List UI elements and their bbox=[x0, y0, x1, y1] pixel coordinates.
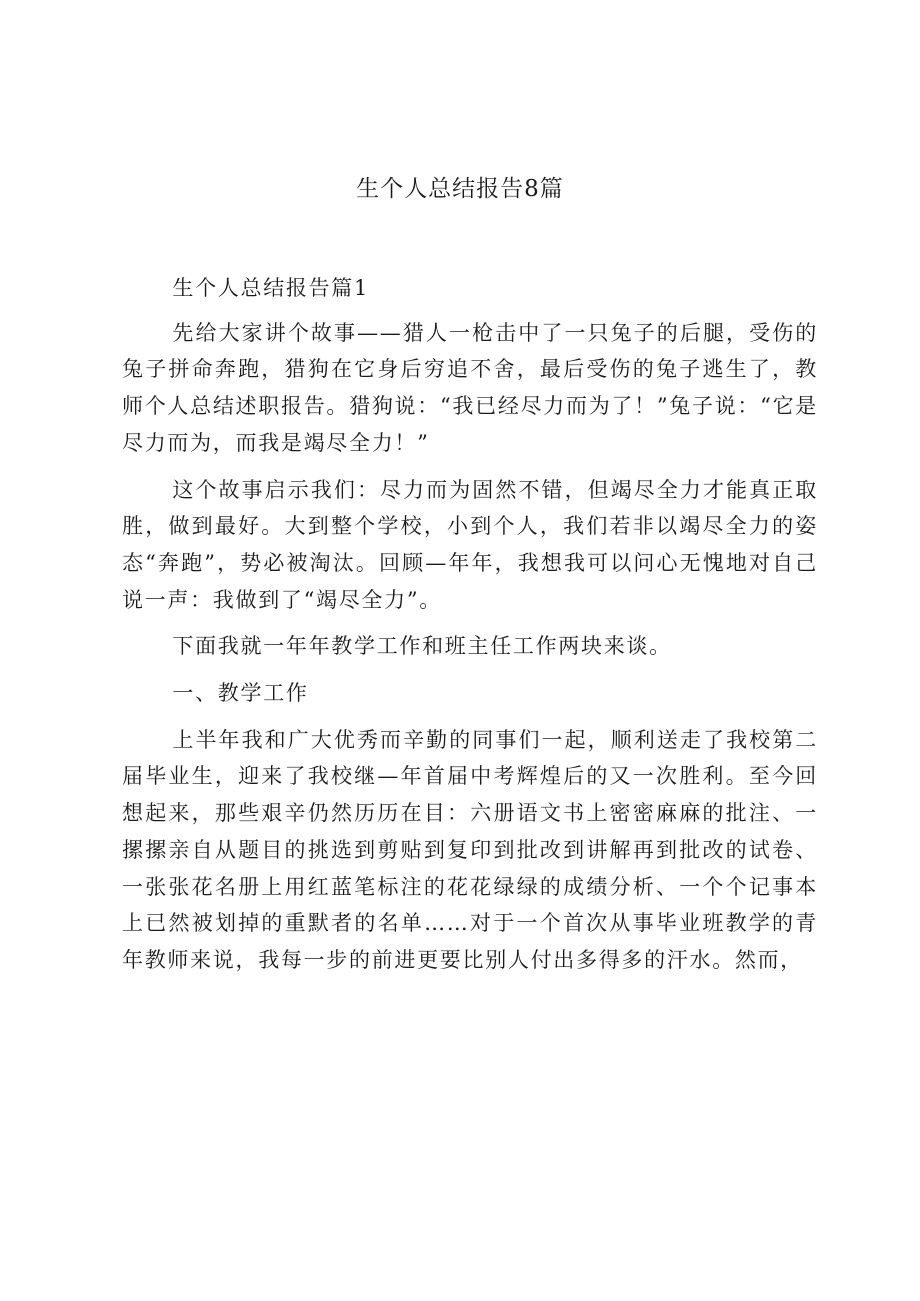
section-heading: 生个人总结报告篇1 bbox=[172, 276, 370, 300]
document-body bbox=[122, 270, 818, 989]
paragraph-lesson: 这个故事启示我们：尽力而为固然不错，但竭尽全力才能真正取胜，做到最好。大到整个学校，小到个人，我们若非以竭尽全力的姿态“奔跑”，势必被淘汰。回顾—年年，我想我可以问心无愧地对自己说一声：我做到了“竭尽全力”。 bbox=[122, 477, 818, 612]
paragraph-teaching-work: 上半年我和广大优秀而辛勤的同事们一起，顺利送走了我校第二届毕业生，迎来了我校继—年首届中考辉煌后的又一次胜利。至今回想起来，那些艰辛仍然历历在目：六册语文书上密密麻麻的批注、一摞摞亲自从题目的挑选到剪贴到复印到批改到讲解再到批改的试卷、一张张花名册上用红蓝笔标注的花花绿绿的成绩分析、一个个记事本上已然被划掉的重默者的名单……对于一个首次从事毕业班教学的青年教师来说，我每一步的前进更要比别人付出多得多的汗水。然而， bbox=[122, 727, 818, 972]
document-title: 生个人总结报告8篇 bbox=[356, 176, 564, 202]
paragraph-story: 先给大家讲个故事——猎人一枪击中了一只兔子的后腿，受伤的兔子拼命奔跑，猎狗在它身后穷追不舍，最后受伤的兔子逃生了，教师个人总结述职报告。猎狗说：“我已经尽力而为了！”兔子说：“它是尽力而为，而我是竭尽全力！” bbox=[122, 320, 818, 455]
paragraph-outline: 下面我就一年年教学工作和班主任工作两块来谈。 bbox=[172, 634, 672, 659]
subsection-heading-teaching: 一、教学工作 bbox=[172, 681, 309, 706]
